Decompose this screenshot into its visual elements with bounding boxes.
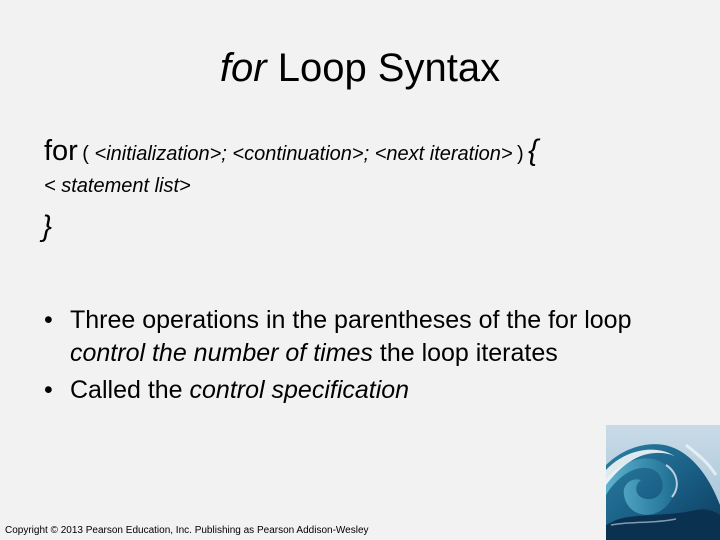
open-brace: { xyxy=(528,134,539,167)
bullet-dot: • xyxy=(44,306,53,334)
bullet-text: Called the xyxy=(70,376,190,404)
loop-header-content: <initialization>; <continuation>; <next iteration> xyxy=(88,143,513,165)
slide-title xyxy=(0,44,720,92)
close-paren: ) xyxy=(517,143,524,165)
copyright-footer: Copyright © 2013 Pearson Education, Inc. Publishing as Pearson Addison-Wesley xyxy=(5,525,369,536)
bullet-item xyxy=(44,304,694,370)
open-paren: ( xyxy=(82,143,89,165)
bullet-item xyxy=(44,374,694,407)
bullet-dot: • xyxy=(44,376,53,404)
for-syntax-line xyxy=(44,134,538,173)
bullet-list xyxy=(44,304,694,411)
for-keyword: for xyxy=(44,135,78,167)
statement-list-line: < statement list> xyxy=(44,175,191,197)
bullet-text: Three operations in the parentheses of the for loop xyxy=(70,306,632,334)
ocean-wave-illustration xyxy=(606,425,720,540)
bullet-italic-text: control specification xyxy=(189,376,410,404)
title-rest: Loop Syntax xyxy=(266,46,501,90)
wave-image xyxy=(606,425,720,540)
bullet-italic-text: control the number of times xyxy=(70,339,373,367)
close-brace: } xyxy=(42,210,53,243)
bullet-text: the loop iterates xyxy=(372,339,558,367)
title-italic-word: for xyxy=(219,46,267,90)
